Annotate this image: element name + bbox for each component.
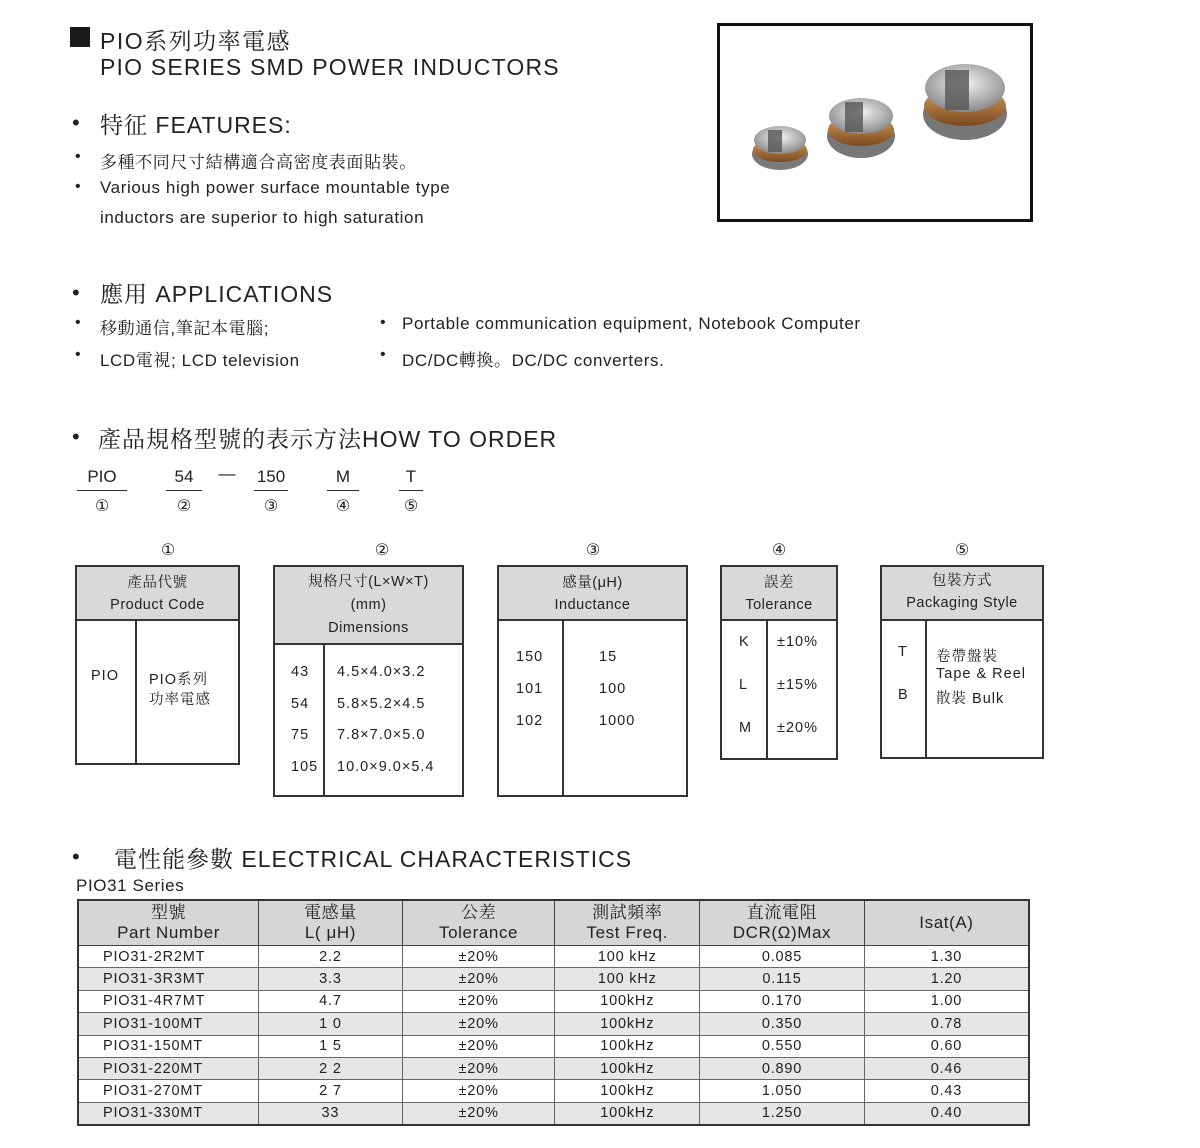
cell-inductance: 3.3 [259, 968, 403, 990]
applications-bullet: • [72, 280, 80, 305]
cell-dcr: 0.085 [700, 946, 865, 968]
applications-heading: 應用 APPLICATIONS [100, 281, 334, 307]
tolerance-value: ±20% [777, 720, 818, 736]
order-part-5: T [405, 467, 417, 486]
table-row [78, 1035, 1029, 1057]
product-code-box [75, 565, 240, 765]
product-code-desc-1: PIO系列 [149, 672, 208, 688]
inductance-head-en: Inductance [554, 597, 631, 613]
cell-part-number: PIO31-3R3MT [78, 968, 259, 990]
dimension-code: 54 [291, 696, 310, 712]
inductance-code: 102 [516, 713, 544, 729]
cell-test-freq: 100kHz [555, 1057, 700, 1079]
order-num-1: ① [94, 496, 110, 515]
cell-dcr: 0.890 [700, 1057, 865, 1079]
dimension-value: 5.8×5.2×4.5 [337, 696, 426, 712]
app-bullet: • [380, 314, 386, 331]
table-row [78, 990, 1029, 1012]
product-code-head-cn: 產品代號 [127, 575, 188, 591]
inductance-value: 100 [599, 681, 627, 697]
cell-tolerance: ±20% [402, 968, 555, 990]
tolerance-head-cn: 誤差 [764, 575, 794, 591]
feature-item-cn: 多種不同尺寸結構適合高密度表面貼裝。 [100, 153, 417, 172]
cell-part-number: PIO31-330MT [78, 1102, 259, 1125]
cell-dcr: 0.550 [700, 1035, 865, 1057]
order-part-4: M [335, 467, 351, 486]
header-square-icon [70, 27, 90, 47]
inductance-code: 150 [516, 649, 544, 665]
order-heading: 產品規格型號的表示方法HOW TO ORDER [98, 426, 558, 452]
cell-isat: 1.30 [864, 946, 1029, 968]
tolerance-head-en: Tolerance [745, 597, 813, 613]
inductance-box [497, 565, 688, 797]
order-bullet: • [72, 424, 80, 449]
features-heading: 特征 FEATURES: [100, 112, 292, 138]
packaging-code-t: T [898, 644, 908, 660]
col-header-test-freq: 測試頻率 Test Freq. [555, 900, 700, 946]
tolerance-code: M [739, 720, 753, 736]
dimensions-box [273, 565, 464, 797]
spec-num-3: ③ [585, 540, 601, 559]
table-row [78, 1057, 1029, 1079]
table-row [78, 946, 1029, 968]
cell-tolerance: ±20% [402, 1057, 555, 1079]
cell-dcr: 0.115 [700, 968, 865, 990]
dimension-code: 75 [291, 727, 310, 743]
feature-bullet: • [75, 178, 81, 195]
tolerance-head [722, 567, 836, 621]
cell-test-freq: 100kHz [555, 990, 700, 1012]
column-divider [925, 621, 927, 757]
cell-dcr: 0.170 [700, 990, 865, 1012]
cell-test-freq: 100kHz [555, 1102, 700, 1125]
cell-isat: 0.40 [864, 1102, 1029, 1125]
cell-inductance: 33 [259, 1102, 403, 1125]
tolerance-value: ±10% [777, 634, 818, 650]
cell-inductance: 1 5 [259, 1035, 403, 1057]
packaging-t-en: Tape & Reel [936, 666, 1026, 682]
inductance-value: 1000 [599, 713, 636, 729]
title-cn: PIO系列功率電感 [100, 28, 292, 54]
dimensions-head-unit: (mm) [350, 597, 387, 613]
cell-dcr: 1.050 [700, 1080, 865, 1102]
dimensions-head-cn: 規格尺寸(L×W×T) [308, 574, 429, 590]
packaging-box [880, 565, 1044, 759]
order-underline [254, 490, 288, 491]
cell-tolerance: ±20% [402, 1013, 555, 1035]
cell-inductance: 2.2 [259, 946, 403, 968]
cell-tolerance: ±20% [402, 1102, 555, 1125]
app-bullet: • [75, 314, 81, 331]
table-row [78, 1080, 1029, 1102]
inductance-value: 15 [599, 649, 618, 665]
cell-tolerance: ±20% [402, 1035, 555, 1057]
order-part-1: PIO [87, 467, 117, 486]
order-underline [166, 490, 202, 491]
cell-test-freq: 100kHz [555, 1080, 700, 1102]
column-divider [766, 621, 768, 758]
tolerance-code: L [739, 677, 749, 693]
electrical-heading: 電性能參數 ELECTRICAL CHARACTERISTICS [114, 846, 633, 872]
cell-part-number: PIO31-270MT [78, 1080, 259, 1102]
series-label: PIO31 Series [76, 876, 185, 895]
col-header-dcr: 直流電阻 DCR(Ω)Max [700, 900, 865, 946]
cell-part-number: PIO31-2R2MT [78, 946, 259, 968]
dimension-code: 105 [291, 759, 319, 775]
dimension-value: 4.5×4.0×3.2 [337, 664, 426, 680]
spec-num-4: ④ [771, 540, 787, 559]
column-divider [562, 621, 564, 795]
order-dash: — [218, 464, 236, 483]
app-left-1: 移動通信,筆記本電腦; [100, 319, 270, 338]
dimension-value: 7.8×7.0×5.0 [337, 727, 426, 743]
col-header-part-number: 型號 Part Number [78, 900, 259, 946]
electrical-table [77, 899, 1030, 1126]
features-bullet: • [72, 110, 80, 135]
inductance-head-cn: 感量(μH) [562, 575, 623, 591]
cell-tolerance: ±20% [402, 990, 555, 1012]
inductance-head [499, 567, 686, 621]
feature-bullet: • [75, 148, 81, 165]
cell-test-freq: 100 kHz [555, 968, 700, 990]
product-code-value: PIO [91, 668, 119, 684]
cell-part-number: PIO31-220MT [78, 1057, 259, 1079]
dimensions-head-en: Dimensions [328, 620, 409, 636]
app-bullet: • [380, 346, 386, 363]
cell-inductance: 2 2 [259, 1057, 403, 1079]
product-code-head-en: Product Code [110, 597, 205, 613]
dimensions-head [275, 567, 462, 645]
product-photo [717, 23, 1033, 222]
order-num-2: ② [176, 496, 192, 515]
order-underline [327, 490, 359, 491]
packaging-head [882, 567, 1042, 621]
table-header-row [78, 900, 1029, 946]
order-num-3: ③ [263, 496, 279, 515]
column-divider [135, 621, 137, 763]
cell-inductance: 4.7 [259, 990, 403, 1012]
table-row [78, 968, 1029, 990]
app-right-2: DC/DC轉換。DC/DC converters. [402, 351, 665, 370]
feature-item-en-1: Various high power surface mountable type [100, 178, 451, 197]
packaging-head-cn: 包裝方式 [932, 573, 992, 589]
product-code-head [77, 567, 238, 621]
order-underline [399, 490, 423, 491]
spec-num-1: ① [160, 540, 176, 559]
cell-dcr: 1.250 [700, 1102, 865, 1125]
cell-test-freq: 100kHz [555, 1035, 700, 1057]
cell-isat: 0.60 [864, 1035, 1029, 1057]
order-underline [77, 490, 127, 491]
cell-isat: 1.20 [864, 968, 1029, 990]
app-right-1: Portable communication equipment, Notebook Computer [402, 314, 861, 333]
spec-num-2: ② [374, 540, 390, 559]
inductance-code: 101 [516, 681, 544, 697]
spec-num-5: ⑤ [954, 540, 970, 559]
packaging-code-b: B [898, 687, 909, 703]
order-part-3: 150 [256, 467, 286, 486]
dimension-value: 10.0×9.0×5.4 [337, 759, 435, 775]
title-en: PIO SERIES SMD POWER INDUCTORS [100, 54, 560, 80]
cell-dcr: 0.350 [700, 1013, 865, 1035]
cell-part-number: PIO31-100MT [78, 1013, 259, 1035]
cell-test-freq: 100 kHz [555, 946, 700, 968]
tolerance-code: K [739, 634, 750, 650]
cell-isat: 0.43 [864, 1080, 1029, 1102]
dimension-code: 43 [291, 664, 310, 680]
packaging-head-en: Packaging Style [906, 595, 1018, 611]
col-header-tolerance: 公差 Tolerance [402, 900, 555, 946]
product-code-desc-2: 功率電感 [149, 692, 211, 708]
app-bullet: • [75, 346, 81, 363]
cell-tolerance: ±20% [402, 946, 555, 968]
table-row [78, 1102, 1029, 1125]
packaging-t-cn: 卷帶盤裝 [936, 649, 998, 665]
cell-isat: 1.00 [864, 990, 1029, 1012]
cell-isat: 0.78 [864, 1013, 1029, 1035]
col-header-isat: Isat(A) [864, 900, 1029, 946]
col-header-inductance: 電感量 L( μH) [259, 900, 403, 946]
order-part-2: 54 [174, 467, 194, 486]
cell-tolerance: ±20% [402, 1080, 555, 1102]
cell-inductance: 1 0 [259, 1013, 403, 1035]
tolerance-box [720, 565, 838, 760]
electrical-bullet: • [72, 844, 80, 869]
cell-part-number: PIO31-150MT [78, 1035, 259, 1057]
cell-inductance: 2 7 [259, 1080, 403, 1102]
column-divider [323, 645, 325, 795]
tolerance-value: ±15% [777, 677, 818, 693]
order-num-5: ⑤ [403, 496, 419, 515]
cell-test-freq: 100kHz [555, 1013, 700, 1035]
table-row [78, 1013, 1029, 1035]
inductor-photo-icon [720, 26, 1030, 219]
packaging-b-text: 散裝 Bulk [936, 691, 1005, 707]
cell-isat: 0.46 [864, 1057, 1029, 1079]
feature-item-en-2: inductors are superior to high saturation [100, 208, 425, 227]
cell-part-number: PIO31-4R7MT [78, 990, 259, 1012]
order-num-4: ④ [335, 496, 351, 515]
app-left-2: LCD電視; LCD television [100, 351, 300, 370]
